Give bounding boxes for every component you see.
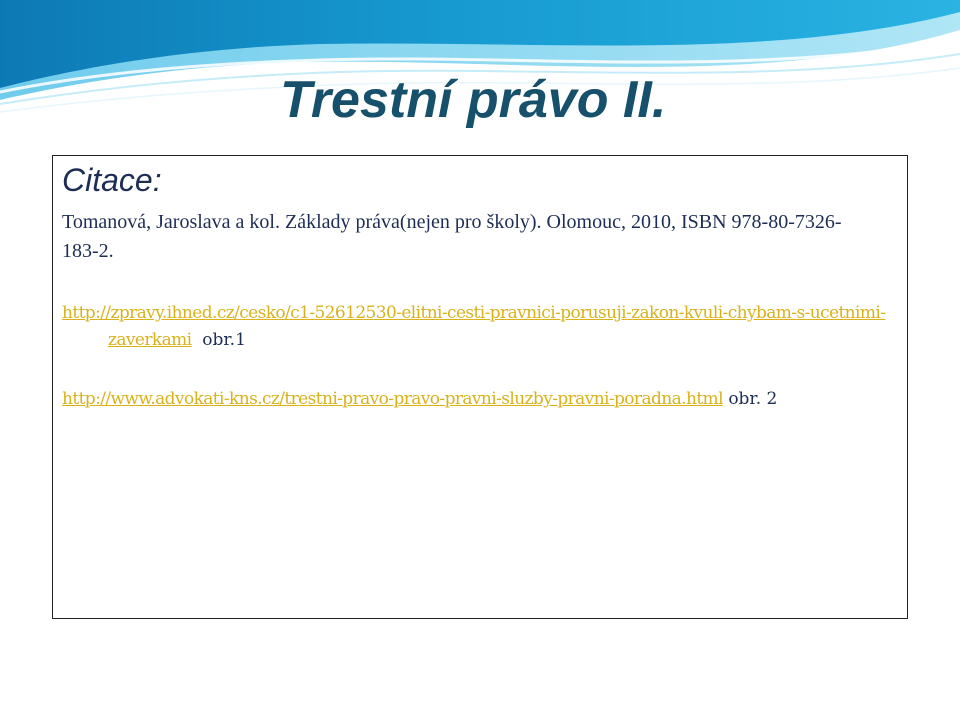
reference-label-2: obr. 2: [728, 389, 778, 409]
book-citation: Tomanová, Jaroslava a kol. Základy práva(nejen pro školy). Olomouc, 2010, ISBN 978-80-7326-183-2.: [62, 211, 842, 262]
reference-link-1[interactable]: http://zpravy.ihned.cz/cesko/c1-52612530-elitni-cesti-pravnici-porusuji-zakon-kvuli-chybam-s-ucetnimi-zaverkami: [62, 303, 886, 350]
reference-item-2: [62, 386, 902, 413]
reference-item-1: [62, 300, 902, 354]
slide-title: Trestní právo II.: [280, 71, 667, 129]
reference-link-2[interactable]: http://www.advokati-kns.cz/trestni-pravo-pravo-pravni-sluzby-pravni-poradna.html: [62, 389, 723, 409]
citations-heading: Citace:: [62, 162, 162, 198]
reference-label-1: obr.1: [202, 330, 246, 350]
